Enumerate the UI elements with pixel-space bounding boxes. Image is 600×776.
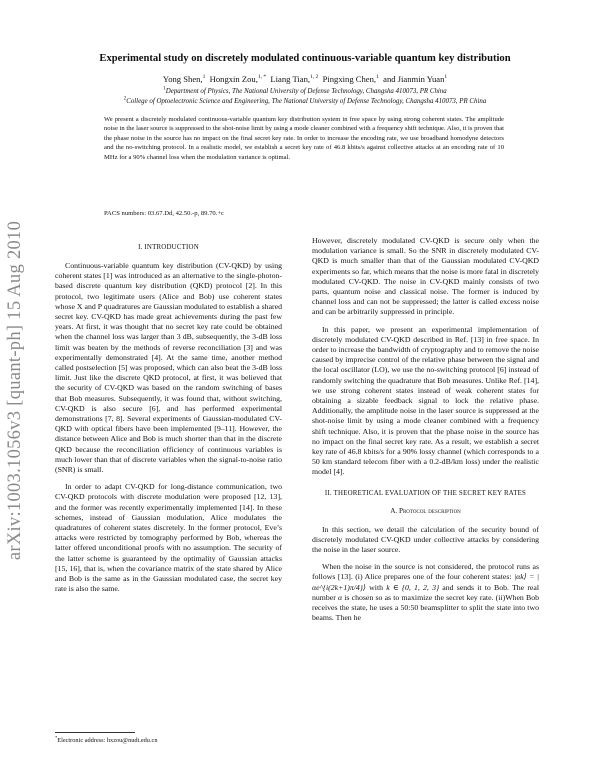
author: and Jianmin Yuan xyxy=(383,74,445,84)
paragraph: In this paper, we present an experimental implementation of discretely modulated CV-QKD described in Ref. [13] in free space. In order to increase the bandwidth of cryptography and to remove the noise caused by imprecise control of the relative phase between the signal and the local oscillator (LO), we use the no-switching protocol [6] instead of randomly switching the quadrature that Bob measures. Unlike Ref. [14], we use strong coherent states instead of weak coherent states for obtaining a sizable feedback signal to lock the relative phase. Additionally, the amplitude noise in the laser source is suppressed at the shot-noise limit by using a mode cleaner combined with a frequency shift technique. Also, it is proven that the phase noise in the source has no impact on the final secret key rate. As a result, we establish a secret key rate of 46.8 kbits/s for a 90% lossy channel (which corresponds to a 50 km standard telecom fiber with a 0.2-dB/km loss) under the realistic model [4]. xyxy=(312,324,539,477)
math-expression: α xyxy=(338,592,343,602)
arxiv-id: arXiv:1003.1056v3 [quant-ph] 15 Aug 2010 xyxy=(5,220,26,560)
footnote xyxy=(55,734,282,745)
author-affiliation-mark: 1 xyxy=(444,74,448,81)
arxiv-stamp xyxy=(4,210,28,570)
footnote-mark: * xyxy=(55,734,58,740)
affiliation-text: Department of Physics, The National University of Defense Technology, Changsha 410073, PR China xyxy=(165,88,447,95)
author: Hongxin Zou, xyxy=(209,74,258,84)
text-run: When the noise in the source is not considered, the protocol runs as follows [13]. (i) Alice prepares one of the four coherent states: xyxy=(312,562,539,582)
author: Liang Tian, xyxy=(270,74,311,84)
right-column xyxy=(312,236,539,624)
paragraph: Continuous-variable quantum key distribution (CV-QKD) by using coherent states [1] was introduced as an alternative to the single-photon-based discrete quantum key distribution (QKD) protocol [2]. In this protocol, two legitimate users (Alice and Bob) use coherent states whose X and P quadratures are Gaussian modulated to establish a shared secret key. CV-QKD has made great achievements during the past few years. At first, it was thought that no secret key rate could be obtained when the channel loss was larger than 3 dB, subsequently, the 3-dB loss limit was beaten by the methods of reverse reconciliation [3] and was experimentally demonstrated [4]. At the same time, another method called postselection [5] was proposed, which can also beat the 3-dB loss limit. Just like the discrete QKD protocol, at first, it was believed that the security of CV-QKD was based on the random switching of bases that Bob measures. Subsequently, it was found that, without switching, CV-QKD is also secure [6], and has performed experimental demonstrations [7, 8]. Several experiments of Gaussian-modulated CV-QKD with optical fibers have been implemented [9–11]. However, the distance between Alice and Bob is much shorter than that in the discrete QKD because the reconciliation efficiency of continuous variables is much lower than that of discrete variables when the signal-to-noise ratio (SNR) is small. xyxy=(55,261,282,475)
author-affiliation-mark: 1 xyxy=(202,74,206,81)
section-heading: I. INTRODUCTION xyxy=(138,244,199,251)
author-affiliation-mark: 1, 2 xyxy=(310,74,319,81)
affiliation-text: College of Optoelectronic Science and Engineering, The National University of Defense Technology, Changsha 410073, PR China xyxy=(126,98,487,105)
paragraph: In order to adapt CV-QKD for long-distance communication, two CV-QKD protocols with discrete modulation were proposed [12, 13], and the former was recently experimentally implemented [14]. In these schemes, instead of Gaussian modulation, Alice modulates the quadratures of coherent states discretely. In the former protocol, Eve’s attacks were restricted by tomography performed by Bob, whereas the latter offered unconditional proofs with no assumption. The security of the latter scheme is guaranteed by the optimality of Gaussian attacks [15, 16], that is, when the covariance matrix of the state shared by Alice and Bob is the same as in the Gaussian modulated case, the secret key rate is also the same. xyxy=(55,482,282,594)
subsection-heading: A. Protocol description xyxy=(390,506,461,515)
author: Pingxing Chen, xyxy=(322,74,377,84)
paragraph: In this section, we detail the calculation of the security bound of discretely modulated CV-QKD under collective attacks by considering the noise in the laser source. xyxy=(312,524,539,555)
paragraph: However, discretely modulated CV-QKD is secure only when the modulation variance is small. So the SNR in discretely modulated CV-QKD is much smaller than that of the Gaussian modulated CV-QKD experiments so far, which means that the noise is more fatal in discretely modulated CV-QKD. The noise in CV-QKD mainly consists of two parts, quantum noise and classical noise. The former is induced by channel loss and can not be suppressed; the latter is called excess noise and can be arbitrarily suppressed in principle. xyxy=(312,236,539,317)
text-run: is chosen so as to maximize the secret key rate. (ii)When Bob receives the state, he uses a 50:50 beamsplitter to split the state into two beams. Then he xyxy=(312,592,539,623)
affiliation-1 xyxy=(60,87,550,96)
paper-title: Experimental study on discretely modulated continuous-variable quantum key distribution xyxy=(99,53,511,64)
affiliation-mark: 2 xyxy=(123,96,127,102)
math-expression: k ∈ {0, 1, 2, 3} xyxy=(386,582,440,592)
author-affiliation-mark: 1, * xyxy=(257,74,267,81)
paragraph xyxy=(312,562,539,623)
math-expression: |αk⟩ = |αe^{i(2k+1)π/4}⟩ xyxy=(312,572,539,592)
text-run: with xyxy=(365,582,387,592)
author: Yong Shen, xyxy=(162,74,203,84)
section-heading: II. THEORETICAL EVALUATION OF THE SECRET KEY RATES xyxy=(324,489,527,497)
footnote-text: Electronic address: hxzou@nudt.edu.cn xyxy=(57,737,158,744)
author-list xyxy=(60,74,550,85)
footnote-rule xyxy=(55,732,135,733)
text-run: and sends it to Bob. The real number xyxy=(312,582,540,602)
pacs-numbers: PACS numbers: 03.67.Dd, 42.50.-p, 89.70.+c xyxy=(104,210,224,217)
left-column xyxy=(55,243,282,595)
affiliation-2 xyxy=(60,97,550,106)
author-affiliation-mark: 1 xyxy=(376,74,379,81)
abstract: We present a discretely modulated continuous-variable quantum key distribution system in free space by using strong coherent states. The amplitude noise in the laser source is suppressed to the shot-noise limit by using a mode cleaner combined with a frequency shift technique. Also, it is proven that the phase noise in the source has no impact on the final secret key rate. In order to increase the encoding rate, we use broadband homodyne detectors and the no-switching protocol. In a realistic model, we establish a secret key rate of 46.8 kbits/s against collective attacks at an encoding rate of 10 MHz for a 90% channel loss when the modulation variance is optimal. xyxy=(104,116,504,161)
affiliation-mark: 1 xyxy=(163,86,166,92)
